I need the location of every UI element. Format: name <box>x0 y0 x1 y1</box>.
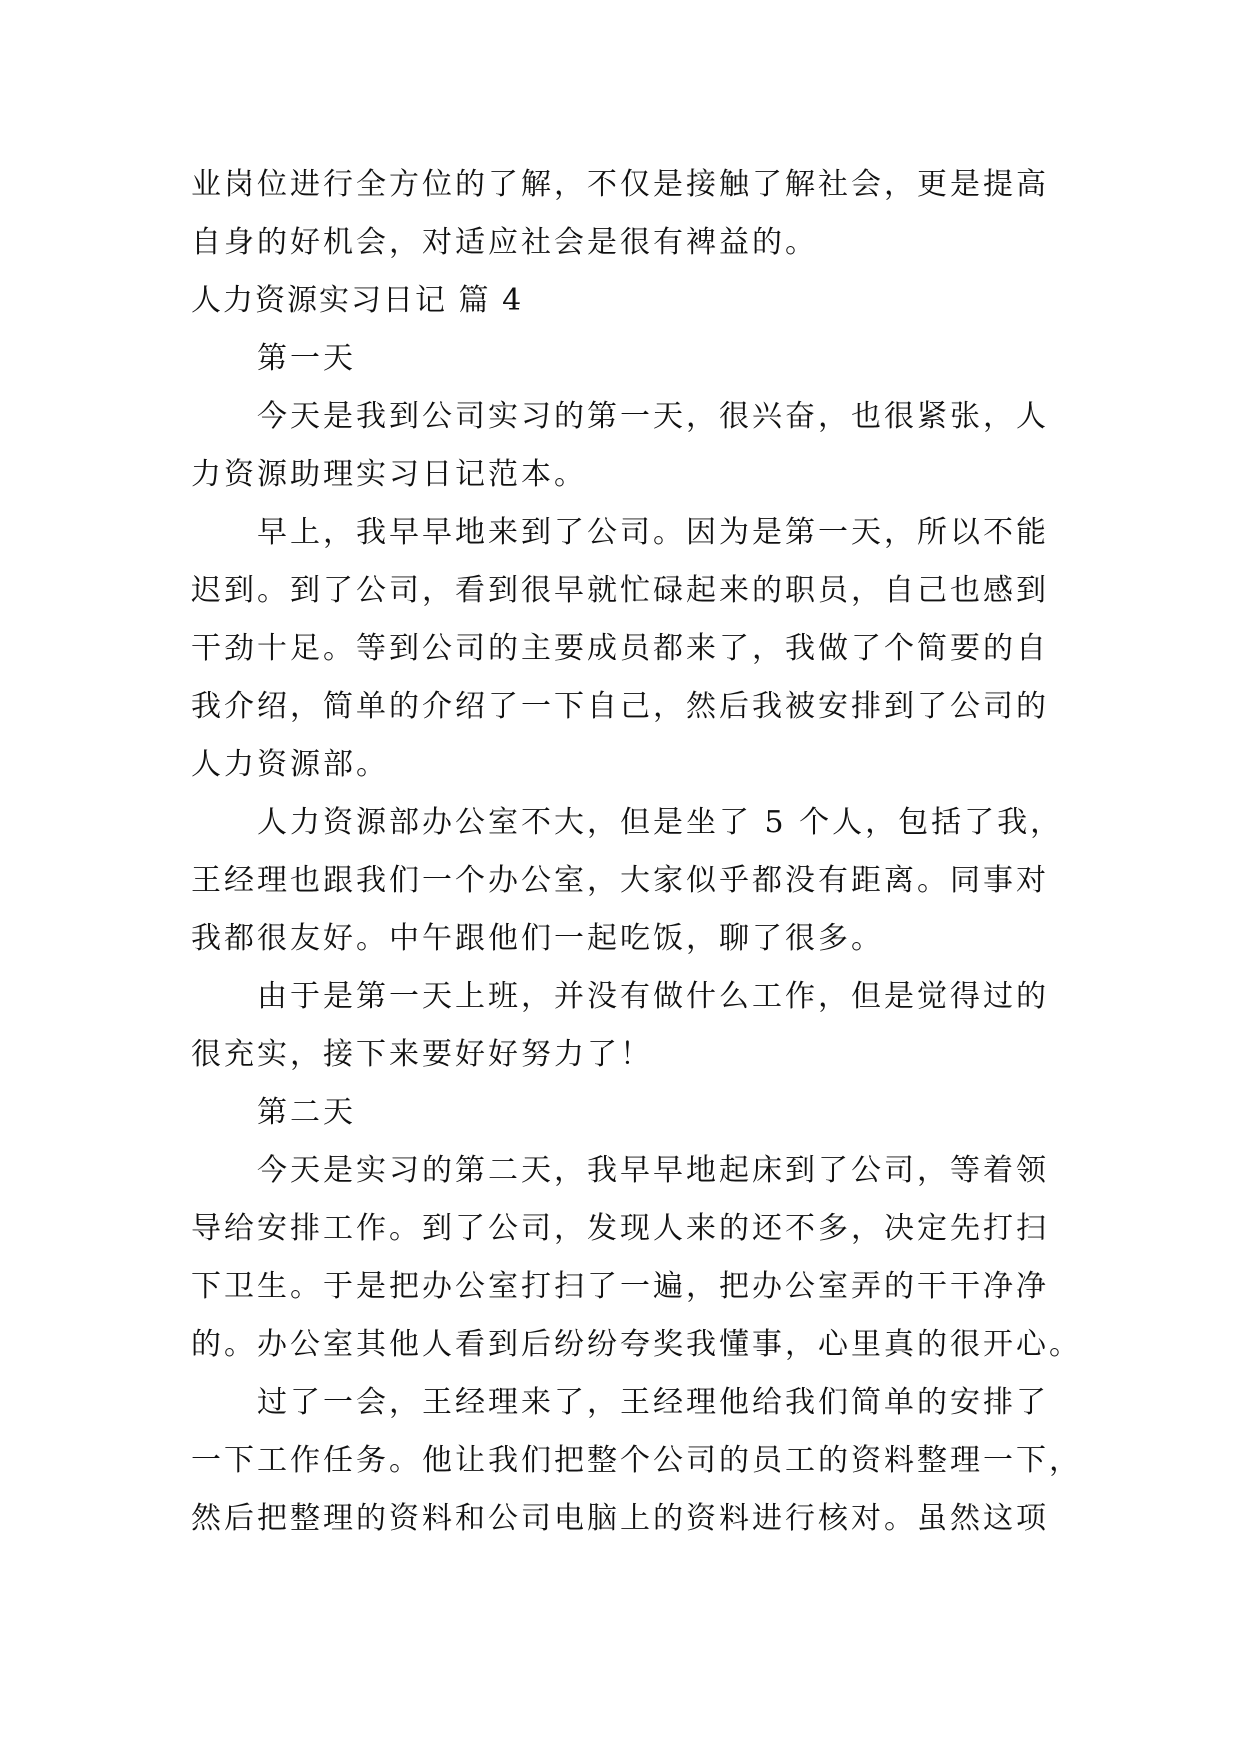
text-line: 今天是我到公司实习的第一天，很兴奋，也很紧张，人 <box>257 399 1049 434</box>
text-line: 力资源助理实习日记范本。 <box>191 457 587 492</box>
text-line: 的。办公室其他人看到后纷纷夸奖我懂事，心里真的很开心。 <box>191 1327 1082 1362</box>
text-line: 很充实，接下来要好好努力了！ <box>191 1037 653 1072</box>
text-line: 王经理也跟我们一个办公室，大家似乎都没有距离。同事对 <box>191 863 1049 898</box>
text-line: 我介绍，简单的介绍了一下自己，然后我被安排到了公司的 <box>191 689 1049 724</box>
text-line: 一下工作任务。他让我们把整个公司的员工的资料整理一下， <box>191 1443 1082 1478</box>
text-line: 今天是实习的第二天，我早早地起床到了公司，等着领 <box>257 1153 1049 1188</box>
text-line: 过了一会，王经理来了，王经理他给我们简单的安排了 <box>257 1385 1049 1420</box>
text-line: 人力资源部办公室不大，但是坐了 5 个人，包括了我， <box>257 805 1064 840</box>
text-line: 然后把整理的资料和公司电脑上的资料进行核对。虽然这项 <box>191 1501 1049 1536</box>
text-line: 早上，我早早地来到了公司。因为是第一天，所以不能 <box>257 515 1049 550</box>
text-line: 我都很友好。中午跟他们一起吃饭，聊了很多。 <box>191 921 884 956</box>
document-body <box>191 156 1082 1548</box>
text-line: 人力资源部。 <box>191 747 389 782</box>
text-line: 导给安排工作。到了公司，发现人来的还不多，决定先打扫 <box>191 1211 1049 1246</box>
text-line: 迟到。到了公司，看到很早就忙碌起来的职员，自己也感到 <box>191 573 1049 608</box>
text-line: 下卫生。于是把办公室打扫了一遍，把办公室弄的干干净净 <box>191 1269 1049 1304</box>
text-line: 干劲十足。等到公司的主要成员都来了，我做了个简要的自 <box>191 631 1049 666</box>
section-title: 人力资源实习日记 篇 4 <box>191 283 524 318</box>
text-line: 自身的好机会，对适应社会是很有裨益的。 <box>191 225 818 260</box>
text-line: 业岗位进行全方位的了解，不仅是接触了解社会，更是提高 <box>191 167 1049 202</box>
day-heading: 第二天 <box>257 1095 356 1130</box>
text-line: 由于是第一天上班，并没有做什么工作，但是觉得过的 <box>257 979 1049 1014</box>
day-heading: 第一天 <box>257 341 356 376</box>
